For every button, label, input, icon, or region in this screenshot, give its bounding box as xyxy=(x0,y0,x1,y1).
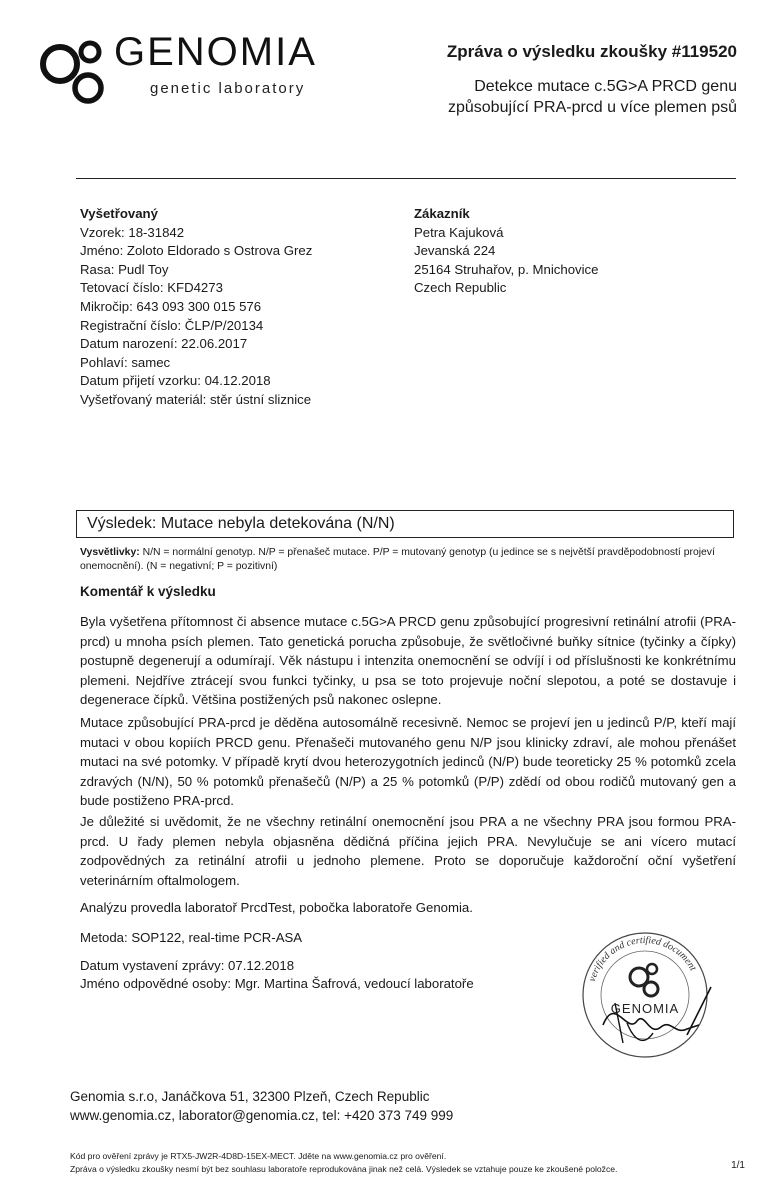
footer-company xyxy=(70,1087,453,1125)
header-divider xyxy=(76,178,736,179)
customer-city: 25164 Struhařov, p. Mnichovice xyxy=(414,261,599,277)
logo-subtitle: genetic laboratory xyxy=(150,80,306,97)
comment-heading: Komentář k výsledku xyxy=(80,584,216,599)
examined-material: Vyšetřovaný materiál: stěr ústní sliznice xyxy=(80,391,312,407)
customer-heading: Zákazník xyxy=(414,206,470,221)
examined-heading: Vyšetřovaný xyxy=(80,206,158,221)
legend-label: Vysvětlivky: xyxy=(80,547,140,558)
report-title: Zpráva o výsledku zkoušky #119520 xyxy=(446,42,737,61)
examined-name: Jméno: Zoloto Eldorado s Ostrova Grez xyxy=(80,243,313,259)
responsible-person: Jméno odpovědné osoby: Mgr. Martina Šafrová, vedoucí laboratoře xyxy=(80,976,474,991)
report-subtitle-line-2: způsobující PRA-prcd u více plemen psů xyxy=(447,99,737,116)
method-statement: Metoda: SOP122, real-time PCR-ASA xyxy=(80,930,303,945)
customer-name: Petra Kajuková xyxy=(414,224,504,240)
comment-paragraph-3: Je důležité si uvědomit, že ne všechny retinální onemocnění jsou PRA a ne všechny PRA jsou formou PRA-prcd. U řady plemen nebyla objasněna dědičná příčina jejich PRA. Nevylučuje se ani vícero mutací zodpovědných za retinální atrofii u jednoho plemene. Proto se doporučuje každoroční oční vyšetření veterinárním oftalmologem. xyxy=(80,814,736,888)
verification-code: Kód pro ověření zprávy je RTX5-JW2R-4D8D-15EX-MECT. Jděte na www.genomia.cz pro ověření. xyxy=(70,1151,447,1161)
svg-text:verified and certified documen xyxy=(587,935,699,983)
customer-country: Czech Republic xyxy=(414,280,507,296)
comment-paragraph-2: Mutace způsobující PRA-prcd je děděna autosomálně recesivně. Nemoc se projeví jen u jedinců P/P, kteří mají mutaci v obou kopiích PRCD genu. Přenašeči mutovaného genu N/P jsou klinicky zdraví, ale mohou přenášet mutaci na své potomky. V případě krytí dvou heterozygotních jedinců (N/P) bude teoreticky 25 % potomků zcela zdravých (N/N), 50 % potomků přenašečů (N/P) a 25 % potomků (P/P) zdědí od obou rodičů mutovaný gen a bude postiženo PRA-prcd. xyxy=(80,715,736,809)
examined-block xyxy=(80,205,400,410)
examined-breed: Rasa: Pudl Toy xyxy=(80,261,169,277)
result-box xyxy=(76,510,734,538)
legend-text: N/N = normální genotyp. N/P = přenašeč mutace. P/P = mutovaný genotyp (u jedince se s největší pravděpodobností projeví onemocnění). (N = negativní; P = pozitivní) xyxy=(80,547,715,572)
stamp-word: GENOMIA xyxy=(610,1001,680,1016)
examined-sample: Vzorek: 18-31842 xyxy=(80,224,185,240)
examined-microchip: Mikročip: 643 093 300 015 576 xyxy=(80,298,262,314)
examined-tattoo: Tetovací číslo: KFD4273 xyxy=(80,280,223,296)
issue-date: Datum vystavení zprávy: 07.12.2018 xyxy=(80,958,295,973)
logo-wordmark: GENOMIA xyxy=(114,30,317,74)
examined-sex: Pohlaví: samec xyxy=(80,354,171,370)
footer-address: Genomia s.r.o, Janáčkova 51, 32300 Plzeň, Czech Republic xyxy=(70,1089,430,1104)
customer-block xyxy=(414,205,714,298)
lab-statement: Analýzu provedla laboratoř PrcdTest, pobočka laboratoře Genomia. xyxy=(80,900,473,915)
disclaimer: Zpráva o výsledku zkoušky nesmí být bez souhlasu laboratoře reprodukována jinak než celá. Výsledek se vztahuje pouze ke zkoušené položce. xyxy=(70,1163,618,1174)
page-number: 1/1 xyxy=(731,1160,745,1171)
footer-notes xyxy=(70,1150,720,1175)
stamp-ring-text: verified and certified document xyxy=(586,934,699,983)
customer-street: Jevanská 224 xyxy=(414,243,496,259)
comment-paragraph-1: Byla vyšetřena přítomnost či absence mutace c.5G>A PRCD genu způsobující progresivní retinální atrofii (PRA-prcd) u mnoha psích plemen. Tato genetická porucha způsobuje, že světločivné buňky sítnice (tyčinky a čípky) postupně degenerují a odumírají. Věk nástupu i intenzita onemocnění se odvíjí i od příslušnosti ke konkrétnímu plemeni. Nejdříve ztrácejí svou funkci tyčinky, u psa se toto projevuje noční slepotou, a poté se dostavuje i degenerace čípků. Většina postižených psů nakonec oslepne. xyxy=(80,614,736,708)
result-text: Výsledek: Mutace nebyla detekována (N/N) xyxy=(87,515,395,532)
examined-birthdate: Datum narození: 22.06.2017 xyxy=(80,336,248,352)
examined-registration: Registrační číslo: ČLP/P/20134 xyxy=(80,317,264,333)
report-subtitle-line-1: Detekce mutace c.5G>A PRCD genu xyxy=(474,78,737,95)
certified-stamp-icon xyxy=(575,925,725,1065)
legend xyxy=(80,546,740,574)
footer-contact: www.genomia.cz, laborator@genomia.cz, tel: +420 373 749 999 xyxy=(70,1108,454,1123)
report-subtitle xyxy=(397,76,737,118)
examined-received: Datum přijetí vzorku: 04.12.2018 xyxy=(80,373,271,389)
